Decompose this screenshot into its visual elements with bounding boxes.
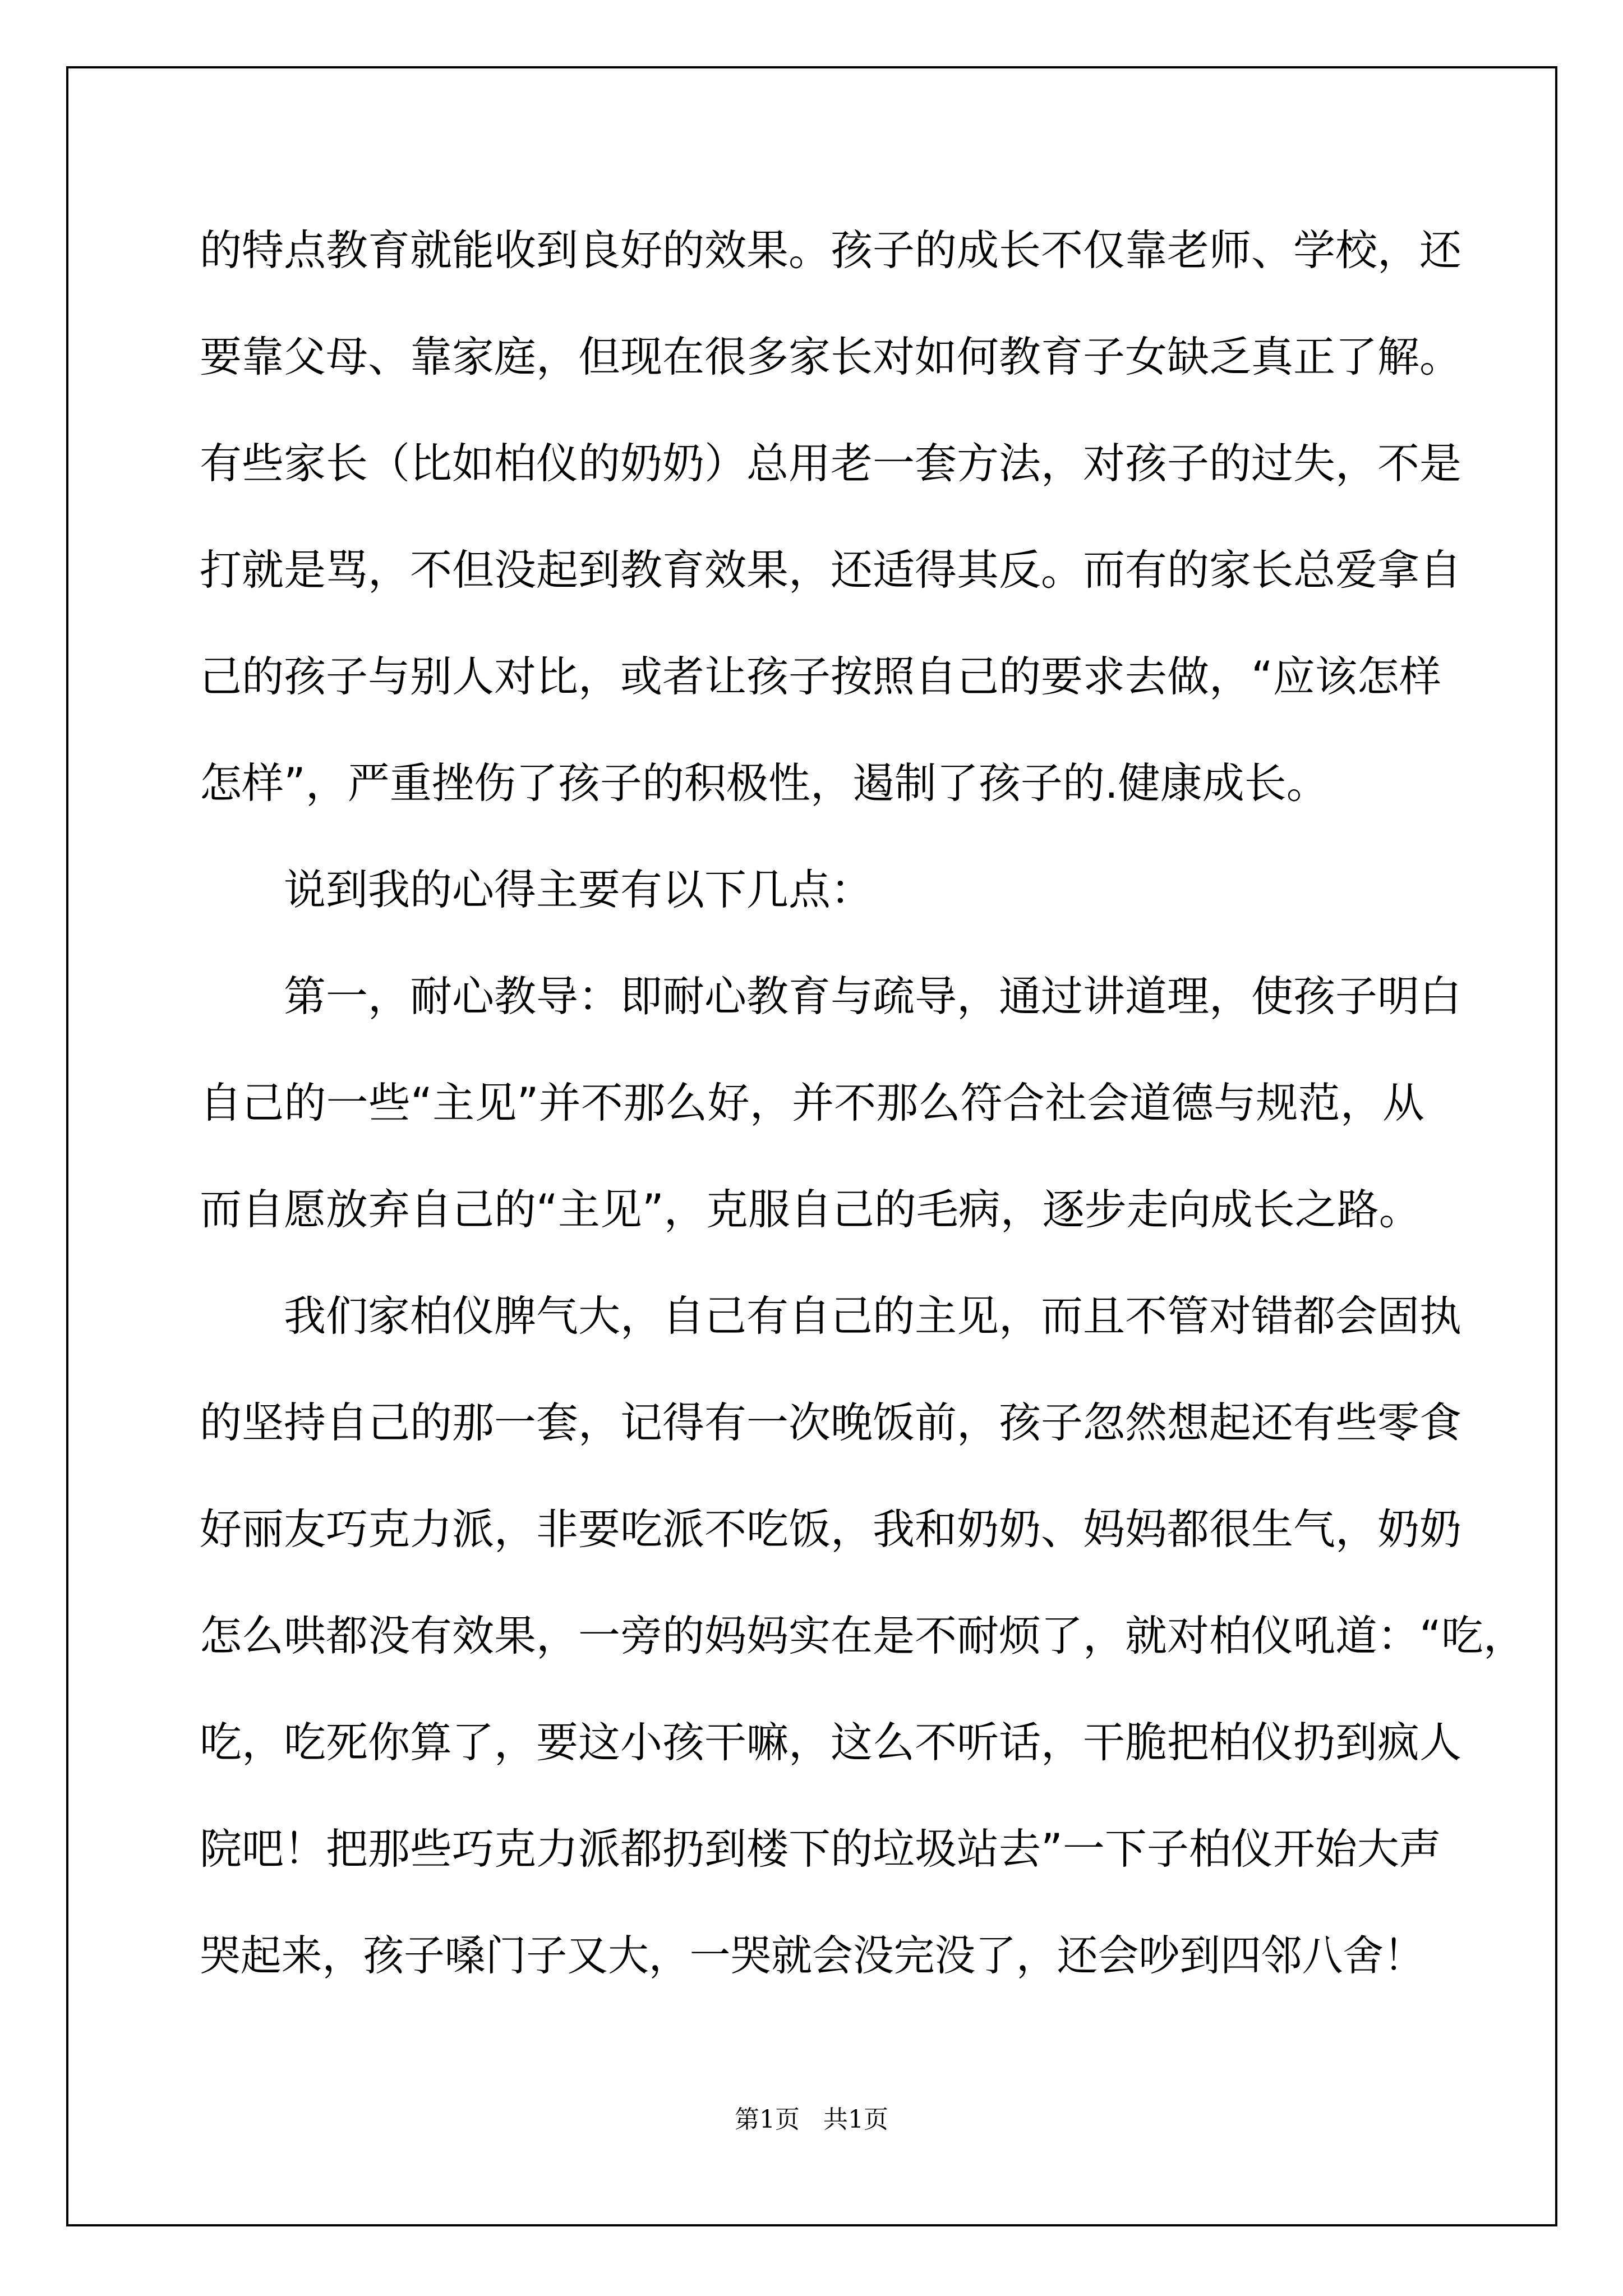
page-footer: 第1页 共1页 [735, 2105, 888, 2134]
text-line: 要靠父母、靠家庭，但现在很多家长对如何教育子女缺乏真正了解。 [200, 332, 1462, 381]
text-line: 第一，耐心教导：即耐心教育与疏导，通过讲道理，使孩子明白 [284, 972, 1462, 1021]
text-line: 而自愿放弃自己的“主见”，克服自己的毛病，逐步走向成长之路。 [200, 1185, 1421, 1234]
text-line: 怎么哄都没有效果，一旁的妈妈实在是不耐烦了，就对柏仪吼道：“吃， [200, 1611, 1525, 1660]
text-line: 自己的一些“主见”并不那么好，并不那么符合社会道德与规范，从 [200, 1078, 1424, 1128]
text-line: 的坚持自己的那一套，记得有一次晚饭前，孩子忽然想起还有些零食 [200, 1398, 1462, 1447]
text-line: 有些家长（比如柏仪的奶奶）总用老一套方法，对孩子的过失，不是 [200, 439, 1462, 488]
text-line: 己的孩子与别人对比，或者让孩子按照自己的要求去做，“应该怎样 [200, 652, 1441, 701]
text-line: 院吧！把那些巧克力派都扔到楼下的垃圾站去”一下子柏仪开始大声 [200, 1824, 1441, 1874]
text-line: 吃，吃死你算了，要这小孩干嘛，这么不听话，干脆把柏仪扔到疯人 [200, 1718, 1462, 1767]
text-line: 好丽友巧克力派，非要吃派不吃饭，我和奶奶、妈妈都很生气，奶奶 [200, 1504, 1462, 1554]
text-line: 我们家柏仪脾气大，自己有自己的主见，而且不管对错都会固执 [284, 1291, 1462, 1341]
text-line: 打就是骂，不但没起到教育效果，还适得其反。而有的家长总爱拿自 [200, 545, 1462, 595]
text-line: 怎样”，严重挫伤了孩子的积极性，遏制了孩子的.健康成长。 [200, 758, 1329, 808]
text-line: 哭起来，孩子嗓门子又大，一哭就会没完没了，还会吵到四邻八舍！ [200, 1931, 1424, 1980]
text-line: 的特点教育就能收到良好的效果。孩子的成长不仅靠老师、学校，还 [200, 226, 1462, 275]
page-border [66, 66, 1557, 2226]
text-line: 说到我的心得主要有以下几点： [284, 865, 873, 914]
